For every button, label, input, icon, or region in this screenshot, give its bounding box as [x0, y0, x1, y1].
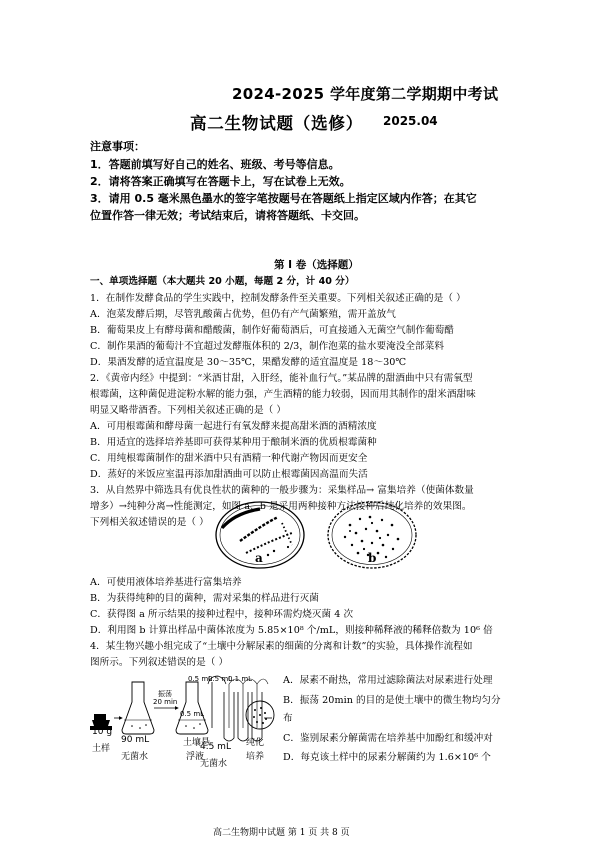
q4-option-b-cont: 布 — [283, 713, 293, 724]
fig-shake-time: 20 min — [153, 698, 178, 706]
q2-stem-line1: 2．《黄帝内经》中提到：“米酒甘甜，入肝经，能补血行气。”某品牌的甜酒曲中只有需氧型 — [90, 373, 473, 384]
q1-stem: 1．在制作发酵食品的学生实践中，控制发酵条件至关重要。下列相关叙述正确的是（ ） — [90, 293, 466, 304]
notice-item-3-cont: 位置作答一律无效；考试结束后，请将答题纸、卡交回。 — [90, 209, 365, 222]
q4-option-a: A．尿素不耐热，常用过滤除菌法对尿素进行处理 — [283, 675, 493, 686]
q1-option-d: D．果酒发酵的适宜温度是 30～35℃，果醋发酵的适宜温度是 18～30℃ — [90, 357, 407, 368]
q3-option-a: A．可使用液体培养基进行富集培养 — [90, 577, 242, 588]
notice-item-3: 3．请用 0.5 毫米黑色墨水的签字笔按题号在答题纸上指定区域内作答；在其它 — [90, 192, 477, 205]
q4-option-b: B．振荡 20min 的目的是使土壤中的微生物均匀分 — [283, 695, 501, 706]
fig-transfer-volume: 0.5 mL — [180, 710, 205, 718]
fig-tube-volume: 4.5 mL — [200, 742, 231, 752]
fig-pipette-3: 0.1 mL — [228, 675, 253, 683]
q1-option-a: A．泡菜发酵后期，尽管乳酸菌占优势，但仍有产气菌繁殖，需开盖放气 — [90, 309, 396, 320]
q2-option-d: D．蒸好的米饭应室温再添加甜酒曲可以防止根霉菌因高温而失活 — [90, 469, 368, 480]
q2-stem-line3: 明显又略带酒香。下列相关叙述正确的是（ ） — [90, 405, 286, 416]
q1-option-b: B．葡萄果皮上有酵母菌和醋酸菌，制作好葡萄酒后，可直接通入无菌空气制作葡萄醋 — [90, 325, 454, 336]
q4-option-c: C．鉴别尿素分解菌需在培养基中加酚红和缓冲对 — [283, 733, 493, 744]
fig-shake-label: 振荡 — [158, 690, 172, 698]
notice-heading: 注意事项： — [90, 140, 145, 153]
fig-suspension-label-2: 浮液 — [186, 752, 205, 762]
q3-option-d: D．利用图 b 计算出样品中菌体浓度为 5.85×10⁸ 个/mL，则接种稀释液的稀释倍数为 10⁶ 倍 — [90, 625, 493, 636]
fig-soil-label: 土样 — [92, 744, 111, 754]
q4-culture-dish — [243, 698, 277, 732]
fig-culture-label-1: 纯化 — [246, 738, 265, 748]
q3-stem-line3: 下列相关叙述错误的是（ ） — [90, 517, 209, 528]
q3-figure-label-a: a — [255, 551, 263, 565]
q2-option-b: B．用适宜的选择培养基即可获得某种用于酿制米酒的优质根霉菌种 — [90, 437, 377, 448]
q4-option-d: D．每克该土样中的尿素分解菌约为 1.6×10⁶ 个 — [283, 752, 491, 763]
q3-petri-dish-figure — [200, 495, 430, 575]
section-part-title: 一、单项选择题（本大题共 20 小题，每题 2 分，计 40 分） — [90, 276, 355, 287]
fig-culture-label-2: 培养 — [246, 752, 265, 762]
flask-soil-suspension — [176, 682, 208, 734]
q4-stem-line1: 4．某生物兴趣小组完成了“土壤中分解尿素的细菌的分离和计数”的实验，具体操作流程如 — [90, 641, 473, 652]
fig-suspension-label-1: 土壤悬 — [183, 738, 211, 748]
subject-title: 高二生物试题（选修） — [190, 114, 363, 133]
q2-option-a: A．可用根霉菌和酵母菌一起进行有氧发酵来提高甜米酒的酒精浓度 — [90, 421, 377, 432]
q2-stem-line2: 根霉菌，这种菌促进淀粉水解的能力强，产生酒精的能力较弱，因而用其制作的甜米酒甜味 — [90, 389, 476, 400]
notice-item-1: 1．答题前填写好自己的姓名、班级、考号等信息。 — [90, 158, 340, 171]
exam-title: 2024-2025 学年度第二学期期中考试 — [232, 85, 499, 103]
fig-water-label: 无菌水 — [121, 752, 149, 762]
q3-option-c: C．获得图 a 所示结果的接种过程中，接种环需灼烧灭菌 4 次 — [90, 609, 354, 620]
q2-option-c: C．用纯根霉菌制作的甜米酒中只有酒精一种代谢产物因而更安全 — [90, 453, 368, 464]
q3-option-b: B．为获得纯种的目的菌种，需对采集的样品进行灭菌 — [90, 593, 319, 604]
fig-tube-label: 无菌水 — [200, 759, 228, 769]
q3-stem-line1: 3．从自然界中筛选具有优良性状的菌种的一般步骤为：采集样品→ 富集培养（使菌体数量 — [90, 485, 474, 496]
fig-soil-amount: 10 g — [92, 727, 113, 737]
fig-water-volume: 90 mL — [121, 735, 150, 745]
q4-stem-line2: 图所示。下列叙述错误的是（ ） — [90, 657, 229, 668]
fig-pipette-2: 0.5 mL — [208, 675, 233, 683]
notice-item-2: 2．请将答案正确填写在答题卡上，写在试卷上无效。 — [90, 175, 351, 188]
q1-option-c: C．制作果酒的葡萄汁不宜超过发酵瓶体积的 2/3，制作泡菜的盐水要淹没全部菜料 — [90, 341, 444, 352]
flask-sterile-water — [122, 682, 154, 734]
page-footer: 高二生物期中试题 第 1 页 共 8 页 — [213, 828, 350, 838]
q3-stem-line2: 增多）→纯种分离→性能测定，如图 a、b 是采用两种接种方法接种后纯化培养的效果图。 — [90, 501, 472, 512]
section-title: 第 I 卷（选择题） — [274, 259, 359, 271]
exam-date: 2025.04 — [383, 114, 438, 128]
q3-figure-label-b: b — [368, 551, 377, 565]
fig-pipette-1: 0.5 mL — [188, 675, 213, 683]
